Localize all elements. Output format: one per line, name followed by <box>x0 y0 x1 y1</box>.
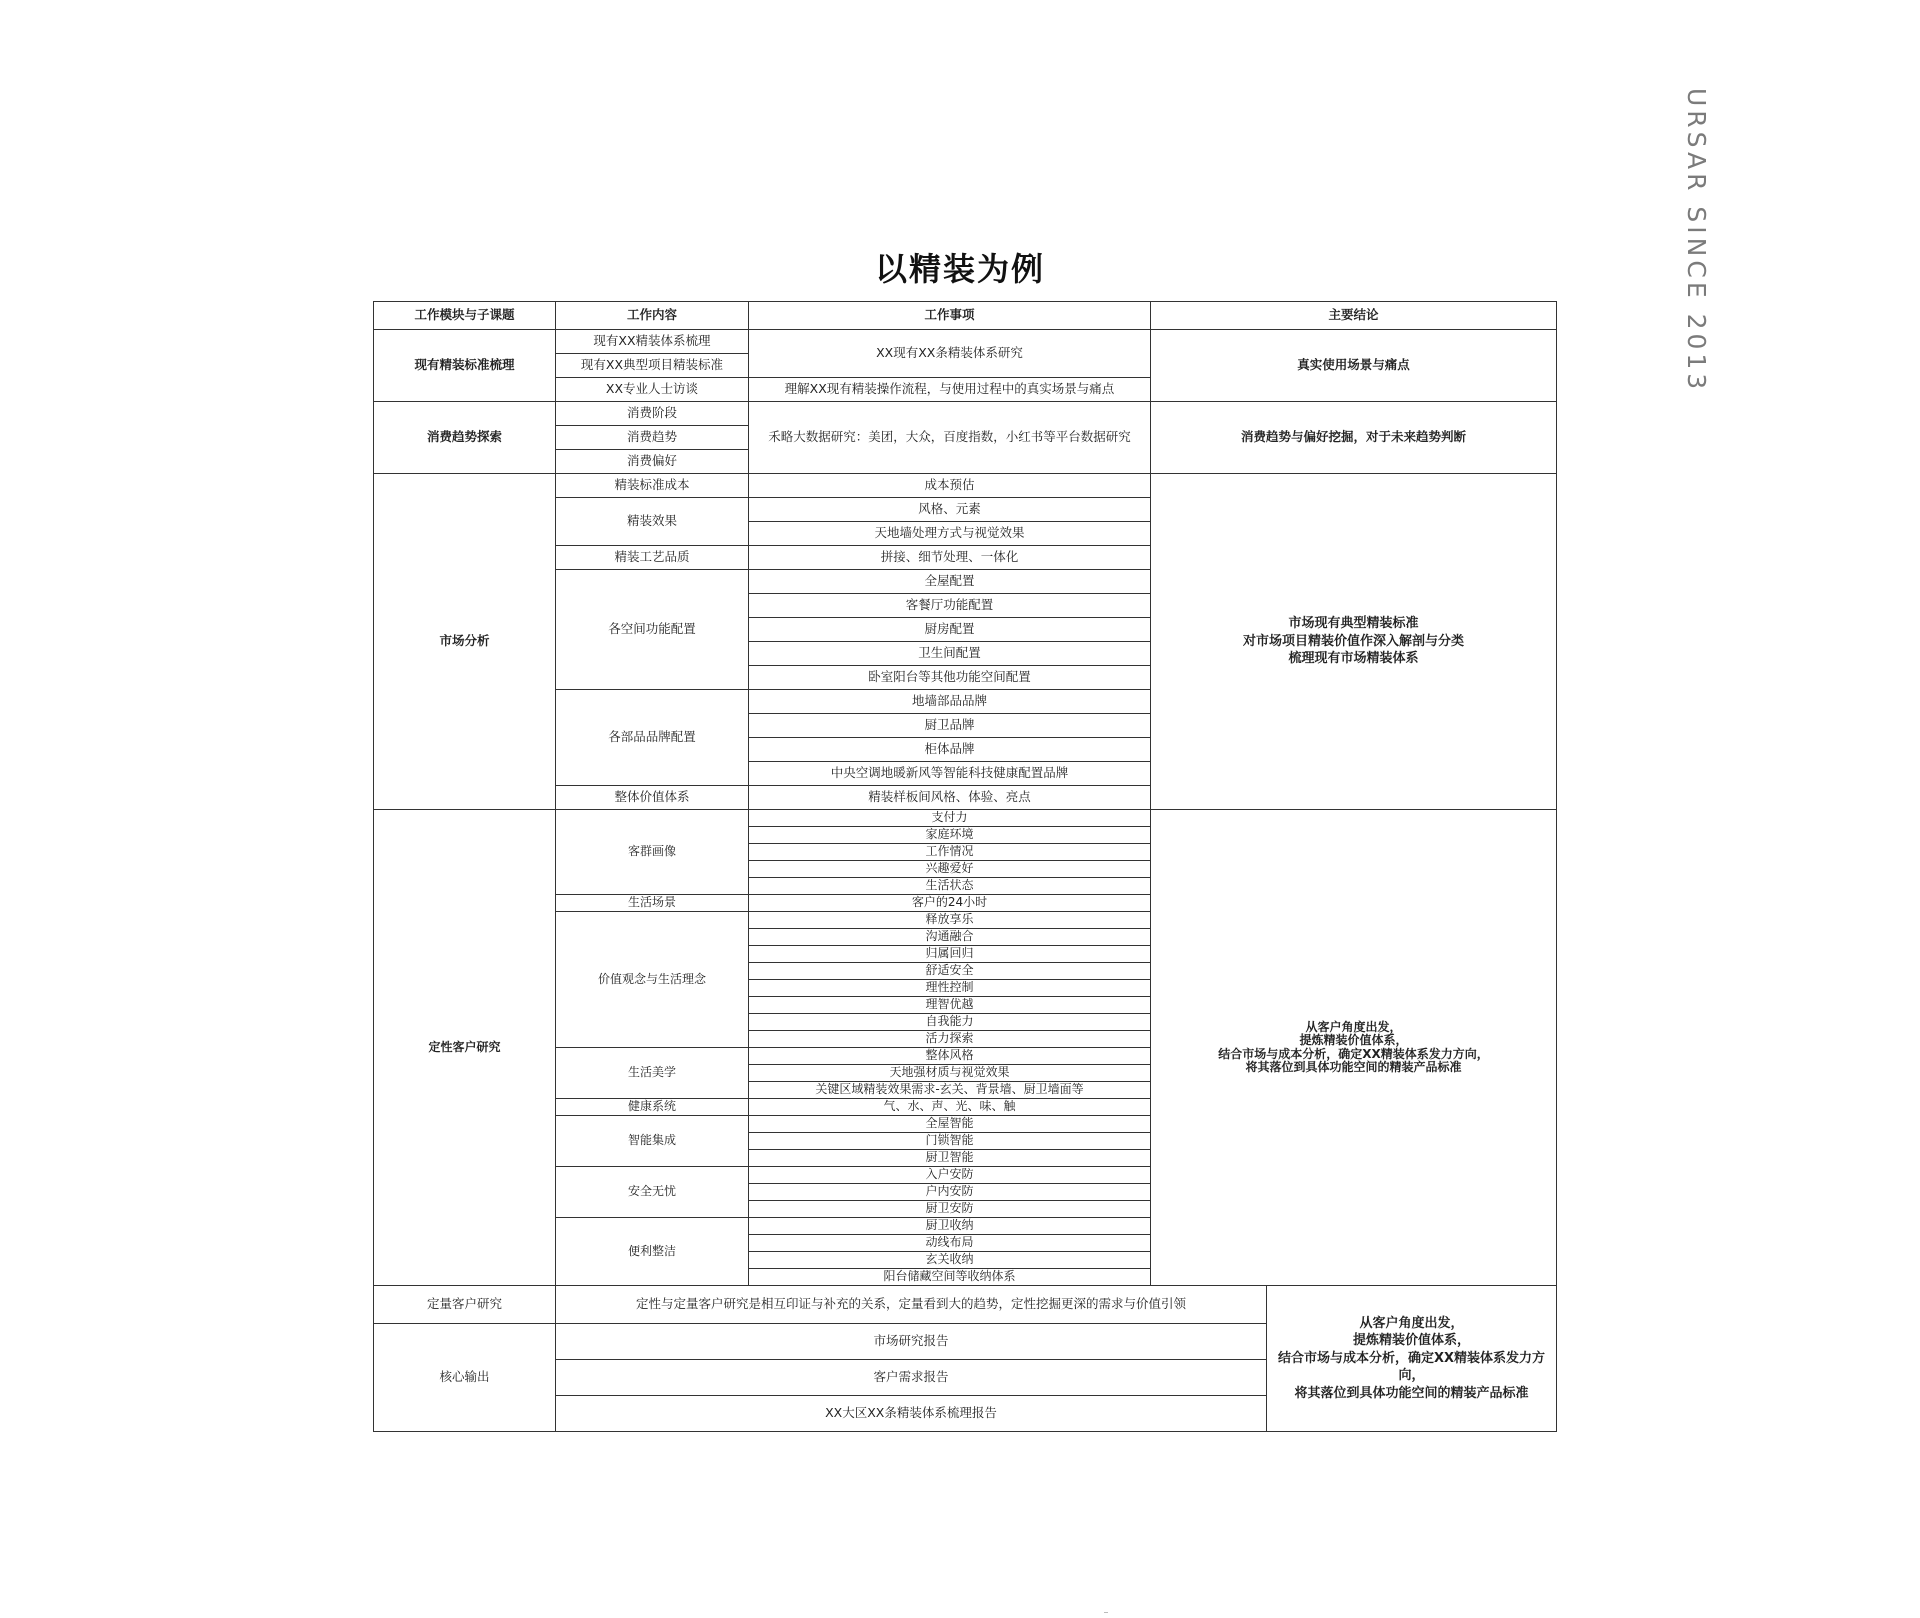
item-cell: 释放享乐 <box>749 912 1151 929</box>
item-cell: 厨卫安防 <box>749 1201 1151 1218</box>
item-cell: 动线布局 <box>749 1235 1151 1252</box>
content-cell: 消费偏好 <box>556 450 749 474</box>
item-cell: 全屋配置 <box>749 570 1151 594</box>
conclusion-line: 提炼精装价值体系， <box>1299 1033 1408 1048</box>
item-cell: 全屋智能 <box>749 1116 1151 1133</box>
item-cell: 风格、元素 <box>749 498 1151 522</box>
table-row <box>374 330 1557 354</box>
research-framework-table <box>373 301 1557 1432</box>
content-cell: 生活场景 <box>556 895 749 912</box>
item-cell: 理解XX现有精装操作流程，与使用过程中的真实场景与痛点 <box>749 378 1151 402</box>
item-cell: 理性控制 <box>749 980 1151 997</box>
conclusion-cell: 消费趋势与偏好挖掘，对于未来趋势判断 <box>1151 402 1557 474</box>
conclusion-cell <box>1267 1286 1557 1432</box>
page-title: 以精装为例 <box>874 250 1045 288</box>
header-content: 工作内容 <box>556 302 749 330</box>
divider <box>1104 1612 1108 1613</box>
item-cell: 柜体品牌 <box>749 738 1151 762</box>
content-cell: 健康系统 <box>556 1099 749 1116</box>
content-cell: 智能集成 <box>556 1116 749 1167</box>
module-cell: 市场分析 <box>374 474 556 810</box>
content-cell: 消费趋势 <box>556 426 749 450</box>
item-cell: 地墙部品品牌 <box>749 690 1151 714</box>
content-cell: 整体价值体系 <box>556 786 749 810</box>
item-cell: 关键区域精装效果需求-玄关、背景墙、厨卫墙面等 <box>749 1082 1151 1099</box>
content-cell: 便利整洁 <box>556 1218 749 1286</box>
content-cell: 价值观念与生活理念 <box>556 912 749 1048</box>
item-cell: 客户的24小时 <box>749 895 1151 912</box>
conclusion-line: 向， <box>1398 1368 1425 1384</box>
item-cell: 玄关收纳 <box>749 1252 1151 1269</box>
item-cell: 归属回归 <box>749 946 1151 963</box>
content-cell: 精装工艺品质 <box>556 546 749 570</box>
conclusion-line: 结合市场与成本分析，确定XX精装体系发力方向， <box>1218 1046 1489 1061</box>
item-cell: 成本预估 <box>749 474 1151 498</box>
content-cell: 各空间功能配置 <box>556 570 749 690</box>
item-cell: 中央空调地暖新风等智能科技健康配置品牌 <box>749 762 1151 786</box>
item-cell: 家庭环境 <box>749 827 1151 844</box>
item-cell: 户内安防 <box>749 1184 1151 1201</box>
content-cell: 各部品品牌配置 <box>556 690 749 786</box>
conclusion-cell <box>1151 810 1557 1286</box>
item-cell: 厨卫品牌 <box>749 714 1151 738</box>
item-cell: 客餐厅功能配置 <box>749 594 1151 618</box>
item-cell: 活力探索 <box>749 1031 1151 1048</box>
conclusion-line: 将其落位到具体功能空间的精装产品标准 <box>1245 1059 1462 1074</box>
item-cell: 气、水、声、光、味、触 <box>749 1099 1151 1116</box>
module-cell: 消费趋势探索 <box>374 402 556 474</box>
table-row <box>374 1286 1557 1324</box>
item-cell: 兴趣爱好 <box>749 861 1151 878</box>
module-cell: 核心输出 <box>374 1324 556 1432</box>
conclusion-line: 对市场项目精装价值作深入解剖与分类 <box>1243 633 1465 649</box>
conclusion-line: 市场现有典型精装标准 <box>1288 616 1419 632</box>
conclusion-line: 结合市场与成本分析，确定XX精装体系发力方 <box>1277 1350 1546 1366</box>
output-cell: XX大区XX条精装体系梳理报告 <box>556 1396 1267 1432</box>
table-row <box>374 810 1557 827</box>
header-conclusion: 主要结论 <box>1151 302 1557 330</box>
item-cell: 拼接、细节处理、一体化 <box>749 546 1151 570</box>
item-cell: 整体风格 <box>749 1048 1151 1065</box>
item-cell: 厨房配置 <box>749 618 1151 642</box>
item-cell: 卧室阳台等其他功能空间配置 <box>749 666 1151 690</box>
item-cell: XX现有XX条精装体系研究 <box>749 330 1151 378</box>
output-cell: 市场研究报告 <box>556 1324 1267 1360</box>
item-cell: 理智优越 <box>749 997 1151 1014</box>
output-cell: 客户需求报告 <box>556 1360 1267 1396</box>
table-row <box>374 474 1557 498</box>
content-cell: 精装标准成本 <box>556 474 749 498</box>
content-cell: 生活美学 <box>556 1048 749 1099</box>
item-cell: 禾略大数据研究：美团，大众，百度指数，小红书等平台数据研究 <box>749 402 1151 474</box>
item-cell: 厨卫智能 <box>749 1150 1151 1167</box>
content-cell: 现有XX精装体系梳理 <box>556 330 749 354</box>
conclusion-line: 从客户角度出发， <box>1359 1315 1464 1331</box>
content-cell: 精装效果 <box>556 498 749 546</box>
module-cell: 定性客户研究 <box>374 810 556 1286</box>
conclusion-line: 从客户角度出发， <box>1305 1020 1402 1035</box>
brand-watermark: URSAR SINCE 2013 <box>1682 88 1711 394</box>
table-header-row <box>374 302 1557 330</box>
item-cell: 门锁智能 <box>749 1133 1151 1150</box>
conclusion-cell: 真实使用场景与痛点 <box>1151 330 1557 402</box>
item-cell: 沟通融合 <box>749 929 1151 946</box>
item-cell: 精装样板间风格、体验、亮点 <box>749 786 1151 810</box>
conclusion-line: 将其落位到具体功能空间的精装产品标准 <box>1294 1385 1529 1401</box>
item-cell: 生活状态 <box>749 878 1151 895</box>
item-cell: 舒适安全 <box>749 963 1151 980</box>
item-cell: 入户安防 <box>749 1167 1151 1184</box>
module-cell: 定量客户研究 <box>374 1286 556 1324</box>
content-cell: 现有XX典型项目精装标准 <box>556 354 749 378</box>
conclusion-line: 提炼精装价值体系， <box>1353 1333 1471 1349</box>
header-item: 工作事项 <box>749 302 1151 330</box>
item-cell: 天地墙处理方式与视觉效果 <box>749 522 1151 546</box>
content-cell: 客群画像 <box>556 810 749 895</box>
conclusion-cell <box>1151 474 1557 810</box>
item-cell: 厨卫收纳 <box>749 1218 1151 1235</box>
content-cell: 定性与定量客户研究是相互印证与补充的关系，定量看到大的趋势，定性挖掘更深的需求与价值引领 <box>556 1286 1267 1324</box>
module-cell: 现有精装标准梳理 <box>374 330 556 402</box>
item-cell: 阳台储藏空间等收纳体系 <box>749 1269 1151 1286</box>
item-cell: 工作情况 <box>749 844 1151 861</box>
conclusion-line: 梳理现有市场精装体系 <box>1288 651 1419 667</box>
item-cell: 天地强材质与视觉效果 <box>749 1065 1151 1082</box>
header-module: 工作模块与子课题 <box>374 302 556 330</box>
content-cell: 安全无忧 <box>556 1167 749 1218</box>
content-cell: XX专业人士访谈 <box>556 378 749 402</box>
content-cell: 消费阶段 <box>556 402 749 426</box>
item-cell: 卫生间配置 <box>749 642 1151 666</box>
item-cell: 支付力 <box>749 810 1151 827</box>
table-row <box>374 402 1557 426</box>
item-cell: 自我能力 <box>749 1014 1151 1031</box>
